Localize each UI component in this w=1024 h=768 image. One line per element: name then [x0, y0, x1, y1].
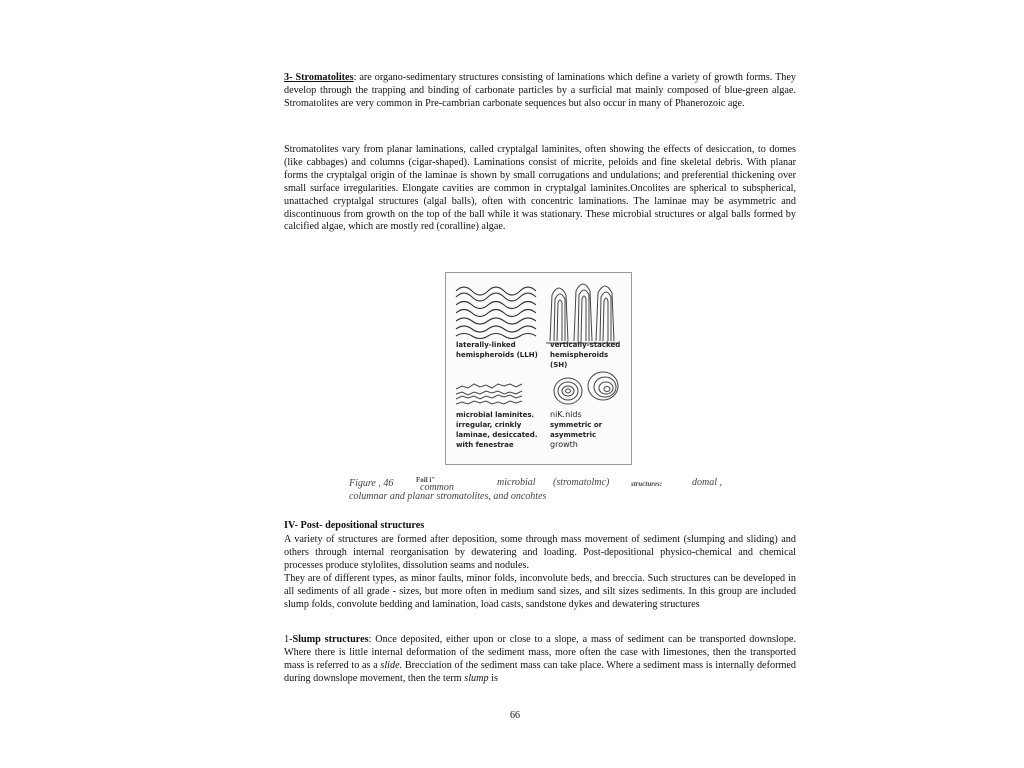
sh-sketch: [546, 284, 618, 343]
section-4-paragraph-1: A variety of structures are formed after deposition, some through mass movement of sediment (slumping and sliding) and others through internal reorganisation by dewatering and loading. Post-depositional physico-chemical and chemical processes produce stylolites, dissolution seams and nodules.: [284, 534, 796, 571]
caption-stromatolme: (stromatolmc): [553, 477, 610, 488]
section-3-paragraph: 3- Stromatolites: are organo-sedimentary structures consisting of laminations which define a variety of growth forms. They develop through the trapping and binding of carbonate particles by a surficial mat mainly composed of blue-green algae. Stromatolites are very common in Pre-cambrian carbonate sequences but also occur in many of Phanerozoic age.: [284, 72, 796, 109]
laminites-sketch: [456, 384, 522, 404]
llh-sketch: [456, 287, 536, 339]
caption-common: common: [420, 482, 454, 493]
caption-figure-number: Figure , 46: [349, 478, 394, 489]
sh-label: vertically-stacked hemispheroids (SH): [550, 341, 621, 369]
laminites-label: microbial laminites. irregular, crinkly laminae, desiccated. with fenestrae: [456, 411, 538, 449]
caption-foil: Foil i": [416, 476, 436, 484]
stromatolites-description: Stromatolites vary from planar laminations, called cryptalgal laminites, often showing the effects of desiccation, to domes (like cabbages) and columns (cigar-shaped). Laminations consist of micrite, peloids and fine skeletal debris. With planar forms the cryptalgal origin of the laminae is shown by small corrugations and undulations; and preferential thickening over small surface irregularities. Elongate cavities are common in cryptalgal laminites.Oncolites are spherical to subspherical, unattached cryptalgal structures (algal balls), often with concentric laminations. The laminae may be asymmetric and discontinuous from growth on the top of the ball while it was stationary. These microbial structures or algal balls formed by calcified algae, which are mostly red (coralline) algae.: [284, 144, 796, 233]
oncoids-sketch: [554, 372, 618, 404]
oncoids-label: niK.nlds symmetric or asymmetric growth: [550, 410, 603, 449]
caption-line-2: columnar and planar stromatolites, and oncohtes: [349, 491, 547, 502]
llh-label: laterally-linked hemispheroids (LLH): [456, 341, 538, 359]
page-number: 66: [510, 710, 520, 721]
caption-domal: domal ,: [692, 477, 722, 488]
caption-microbial: microbial: [497, 477, 536, 488]
section-4-heading: IV- Post- depositional structures: [284, 520, 425, 531]
section-3-heading: 3- Stromatolites: [284, 72, 354, 83]
caption-structures: structures:: [631, 480, 663, 488]
slump-structures-heading: Slump structures: [292, 634, 369, 645]
section-4-paragraph-2: They are of different types, as minor faults, minor folds, inconvolute beds, and breccia. Such structures can be developed in all sediments of all grade - sizes, but more often in medium sand sizes, and silt sizes sediments. In this group are included slump folds, convolute bedding and lamination, load casts, sandstone dykes and dewatering structures: [284, 573, 796, 610]
stromatolite-figure: [445, 272, 632, 465]
slump-structures-paragraph: 1-Slump structures: Once deposited, either upon or close to a slope, a mass of sediment can be transported downslope. Where there is little internal deformation of the sediment mass, more often the case with limestones, then the transported mass is referred to as a slide. Brecciation of the sediment mass can take place. Where a sediment mass is internally deformed during downslope movement, then the term slump is: [284, 634, 796, 684]
